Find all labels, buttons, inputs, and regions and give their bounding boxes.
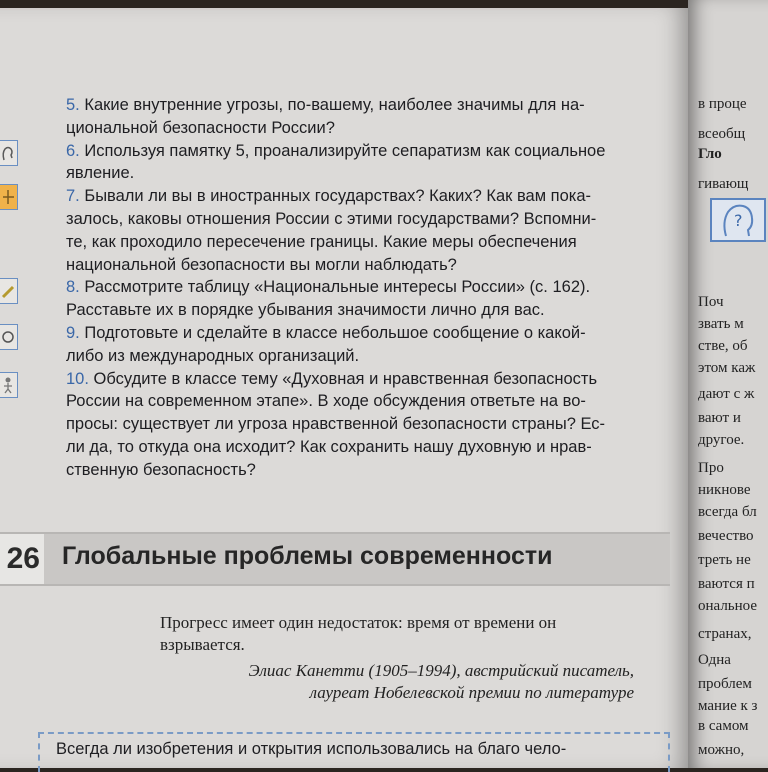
right-page-line: другое. [698, 432, 745, 448]
question-line: либо из международных организаций. [66, 346, 360, 365]
question-number: 5. [66, 96, 80, 114]
epigraph-quote-line: взрывается. [160, 635, 245, 654]
epigraph-quote [150, 612, 650, 656]
section-number: 26 [0, 534, 44, 584]
question-number: 8. [66, 278, 80, 297]
question-item [66, 276, 642, 322]
right-page-line: Про [698, 460, 724, 476]
right-page-line: можно, [698, 742, 745, 758]
question-line: Какие внутренние угрозы, по-вашему, наиболее значимы для на- [84, 96, 585, 114]
right-page-line: всегда бл [698, 504, 757, 520]
right-page-line: странах, [698, 626, 752, 642]
question-line: ли да, то откуда она исходит? Как сохранить нашу духовную и нрав- [66, 437, 592, 456]
right-page-line: стве, об [698, 338, 748, 354]
right-page-line: гивающ [698, 176, 749, 192]
right-page-line: всеобщ [698, 126, 746, 142]
question-item [66, 140, 642, 186]
question-line: залось, каковы отношения России с этими государствами? Вспомни- [66, 209, 597, 228]
question-line: Расставьте их в порядке убывания значимости лично для вас. [66, 301, 545, 320]
right-page-line: звать м [698, 316, 744, 332]
question-box-text: Всегда ли изобретения и открытия использовались на благо чело- [56, 740, 567, 758]
epigraph-author [150, 660, 650, 704]
head-outline-icon [0, 140, 18, 166]
question-line: национальной безопасности вы могли наблюдать? [66, 255, 457, 274]
question-line: явление. [66, 164, 135, 183]
epigraph-author-line: Элиас Канетти (1905–1994), австрийский писатель, [248, 661, 634, 680]
right-page-line: проблем [698, 676, 752, 692]
question-item [66, 368, 642, 482]
question-item [66, 185, 642, 276]
question-line: Рассмотрите таблицу «Национальные интересы России» (с. 162). [84, 278, 591, 297]
right-page-line: этом каж [698, 360, 756, 376]
question-line: циональной безопасности России? [66, 118, 335, 137]
question-item [66, 94, 642, 140]
question-box [38, 732, 670, 772]
section-title: Глобальные проблемы современности [62, 542, 553, 570]
right-page-line: треть не [698, 552, 751, 568]
question-line: России на современном этапе». В ходе обсуждения ответьте на во- [66, 392, 586, 411]
right-page-line: Гло [698, 146, 722, 162]
right-page-line: Одна [698, 652, 731, 668]
section-header [0, 532, 670, 586]
question-number: 10. [66, 369, 89, 388]
question-line: Используя памятку 5, проанализируйте сепаратизм как социальное [84, 141, 606, 160]
person-icon [0, 372, 18, 398]
right-page-line: никнове [698, 482, 751, 498]
question-line: Бывали ли вы в иностранных государствах? Каких? Как вам пока- [84, 187, 592, 206]
right-page-line: в самом [698, 718, 749, 734]
question-line: Подготовьте и сделайте в классе небольшое сообщение о какой- [84, 323, 586, 342]
svg-text:?: ? [734, 211, 743, 230]
epigraph-quote-line: Прогресс имеет один недостаток: время от времени он [160, 613, 557, 632]
grid-icon [0, 184, 18, 210]
epigraph [150, 612, 650, 704]
right-page-line: мание к з [698, 698, 758, 714]
question-head-icon [710, 198, 766, 242]
epigraph-author-line: лауреат Нобелевской премии по литературе [309, 683, 634, 702]
right-page-line: вечество [698, 528, 754, 544]
right-page-line: ональное [698, 598, 758, 614]
question-line: те, как проходило пересечение границы. Какие меры обеспечения [66, 232, 577, 251]
right-page-line: дают с ж [698, 386, 755, 402]
right-page-line: ваются п [698, 576, 755, 592]
right-page-line: Поч [698, 294, 724, 310]
question-number: 6. [66, 141, 80, 160]
question-item [66, 322, 642, 368]
question-number: 7. [66, 187, 80, 206]
question-line: ственную безопасность? [66, 460, 256, 479]
questions-list [66, 94, 642, 482]
right-page-line: в проце [698, 96, 747, 112]
question-line: просы: существует ли угроза нравственной безопасности страны? Ес- [66, 415, 606, 434]
question-line: Обсудите в классе тему «Духовная и нравственная безопасность [93, 369, 598, 388]
pencil-icon [0, 278, 18, 304]
question-number: 9. [66, 323, 80, 342]
magnifier-icon [0, 324, 18, 350]
right-page-line: вают и [698, 410, 741, 426]
